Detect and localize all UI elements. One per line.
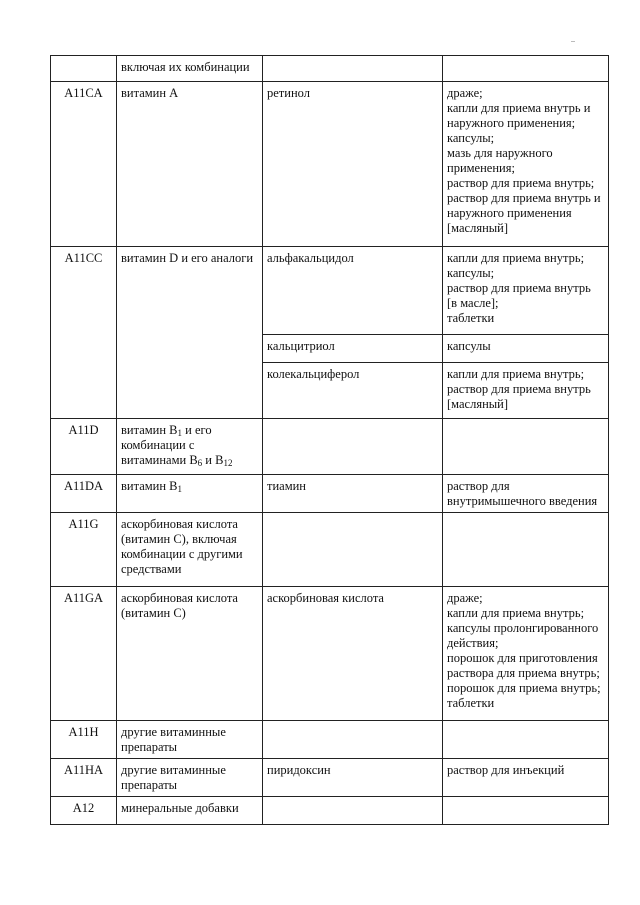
forms-cell: раствор для внутримышечного введения [443,475,609,513]
atc-code-cell: A11G [51,513,117,587]
substance-cell [263,721,443,759]
group-cell: включая их комбинации [117,56,263,82]
forms-cell: драже; капли для приема внутрь и наружного применения; капсулы; мазь для наружного применения; раствор для приема внутрь; раствор для приема внутрь и наружного применения [масляный] [443,82,609,247]
group-text: и B [202,453,224,467]
forms-cell: раствор для инъекций [443,759,609,797]
substance-cell: ретинол [263,82,443,247]
table-row [51,721,609,759]
medication-table [50,55,609,825]
group-cell: витамин A [117,82,263,247]
forms-cell: капсулы [443,335,609,363]
group-text: витамин B [121,479,178,493]
subscript: 12 [223,458,233,468]
forms-cell: драже; капли для приема внутрь; капсулы пролонгированного действия; порошок для приготовления раствора для приема внутрь; порошок для приема внутрь; таблетки [443,587,609,721]
scan-mark [571,41,575,42]
substance-cell: тиамин [263,475,443,513]
substance-cell [263,56,443,82]
table-row [51,56,609,82]
group-cell: другие витаминные препараты [117,721,263,759]
table-row [51,513,609,587]
substance-cell: аскорбиновая кислота [263,587,443,721]
atc-code-cell: A11D [51,419,117,475]
subscript: 1 [177,428,183,438]
substance-cell [263,419,443,475]
table-row [51,419,609,475]
table-row [51,587,609,721]
table-row [51,797,609,825]
atc-code-cell: A11HA [51,759,117,797]
atc-code-cell: A12 [51,797,117,825]
group-cell: аскорбиновая кислота (витамин C), включая комбинации с другими средствами [117,513,263,587]
forms-cell [443,513,609,587]
forms-cell: капли для приема внутрь; капсулы; раствор для приема внутрь [в масле]; таблетки [443,247,609,335]
table-row [51,82,609,247]
group-cell: другие витаминные препараты [117,759,263,797]
subscript: 1 [177,484,183,494]
table-row [51,247,609,335]
substance-cell: альфакальцидол [263,247,443,335]
forms-cell [443,419,609,475]
substance-cell [263,797,443,825]
forms-cell: капли для приема внутрь; раствор для приема внутрь [масляный] [443,363,609,419]
substance-cell [263,513,443,587]
atc-code-cell: A11CC [51,247,117,419]
atc-code-cell: A11CA [51,82,117,247]
group-cell: витамин D и его аналоги [117,247,263,419]
table-row [51,759,609,797]
atc-code-cell [51,56,117,82]
atc-code-cell: A11GA [51,587,117,721]
substance-cell: кальцитриол [263,335,443,363]
table-row [51,475,609,513]
atc-code-cell: A11DA [51,475,117,513]
substance-cell: пиридоксин [263,759,443,797]
group-cell: минеральные добавки [117,797,263,825]
group-cell [117,419,263,475]
group-text: витамин B [121,423,178,437]
group-cell [117,475,263,513]
forms-cell [443,721,609,759]
group-cell: аскорбиновая кислота (витамин C) [117,587,263,721]
subscript: 6 [197,458,203,468]
group-text: и его комбинации с витаминами B [121,423,212,467]
atc-code-cell: A11H [51,721,117,759]
forms-cell [443,797,609,825]
substance-cell: колекальциферол [263,363,443,419]
forms-cell [443,56,609,82]
